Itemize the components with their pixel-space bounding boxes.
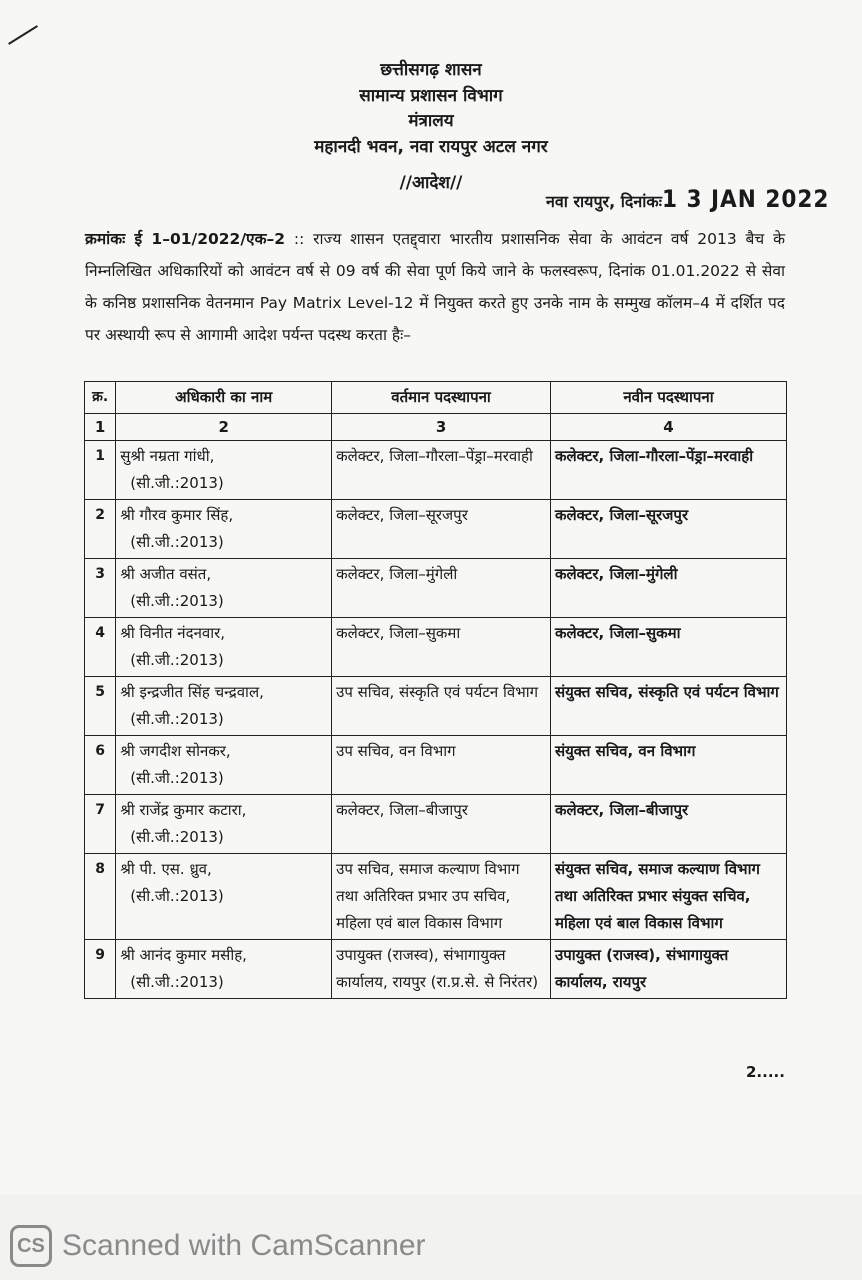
- order-paragraph: [85, 223, 785, 351]
- officer-cadre: (सी.जी.:2013): [130, 474, 224, 492]
- officer-name: श्री पी. एस. ध्रुव,: [120, 860, 212, 878]
- posting-table: [84, 381, 787, 999]
- date-stamp: 1 3 JAN 2022: [661, 185, 830, 213]
- new-posting: संयुक्त सचिव, वन विभाग: [550, 736, 786, 795]
- pen-mark: [8, 25, 38, 45]
- serial-no: 5: [85, 677, 116, 736]
- new-posting: उपायुक्त (राजस्व), संभागायुक्त कार्यालय, रायपुर: [550, 940, 786, 999]
- current-posting: उप सचिव, संस्कृति एवं पर्यटन विभाग: [332, 677, 551, 736]
- table-header-row: [85, 382, 787, 414]
- current-posting: कलेक्टर, जिला–बीजापुर: [332, 795, 551, 854]
- office-address: महानदी भवन, नवा रायपुर अटल नगर: [314, 137, 548, 157]
- current-posting: कलेक्टर, जिला–सुकमा: [332, 618, 551, 677]
- order-title: //आदेश//: [399, 173, 463, 193]
- officer-cell: [116, 677, 332, 736]
- serial-no: 8: [85, 854, 116, 940]
- officer-name: श्री विनीत नंदनवार,: [120, 624, 226, 642]
- serial-no: 2: [85, 500, 116, 559]
- scanner-watermark: [10, 1222, 426, 1270]
- watermark-text: Scanned with CamScanner: [62, 1229, 426, 1262]
- serial-no: 3: [85, 559, 116, 618]
- officer-cell: [116, 441, 332, 500]
- officer-name: श्री जगदीश सोनकर,: [120, 742, 231, 760]
- header-current-posting: वर्तमान पदस्थापना: [332, 382, 551, 414]
- new-posting: कलेक्टर, जिला–गौरला–पेंड्रा–मरवाही: [550, 441, 786, 500]
- officer-cell: [116, 618, 332, 677]
- new-posting: संयुक्त सचिव, समाज कल्याण विभाग तथा अतिरिक्त प्रभार संयुक्त सचिव, महिला एवं बाल विकास विभाग: [550, 854, 786, 940]
- officer-cadre: (सी.जी.:2013): [130, 533, 224, 551]
- current-posting: उप सचिव, वन विभाग: [332, 736, 551, 795]
- header-officer-name: अधिकारी का नाम: [116, 382, 332, 414]
- officer-cadre: (सी.जी.:2013): [130, 710, 224, 728]
- current-posting: उपायुक्त (राजस्व), संभागायुक्त कार्यालय, रायपुर (रा.प्र.से. से निरंतर): [332, 940, 551, 999]
- officer-cadre: (सी.जी.:2013): [130, 592, 224, 610]
- table-row: [85, 854, 787, 940]
- place-date: [546, 185, 829, 213]
- camscanner-logo-icon: CS: [10, 1225, 52, 1267]
- order-number: क्रमांकः ई 1–01/2022/एक–2: [85, 230, 286, 248]
- officer-name: श्री अजीत वसंत,: [120, 565, 212, 583]
- col-number: 1: [85, 414, 116, 441]
- officer-name: श्री इन्द्रजीत सिंह चन्द्रवाल,: [120, 683, 264, 701]
- officer-cadre: (सी.जी.:2013): [130, 769, 224, 787]
- serial-no: 7: [85, 795, 116, 854]
- new-posting: संयुक्त सचिव, संस्कृति एवं पर्यटन विभाग: [550, 677, 786, 736]
- table-row: [85, 940, 787, 999]
- new-posting: कलेक्टर, जिला–सुकमा: [550, 618, 786, 677]
- department-name: सामान्य प्रशासन विभाग: [359, 86, 503, 106]
- officer-name: श्री आनंद कुमार मसीह,: [120, 946, 247, 964]
- table-row: [85, 618, 787, 677]
- current-posting: कलेक्टर, जिला–गौरला–पेंड्रा–मरवाही: [332, 441, 551, 500]
- col-number: 3: [332, 414, 551, 441]
- officer-name: श्री राजेंद्र कुमार कटारा,: [120, 801, 247, 819]
- serial-no: 6: [85, 736, 116, 795]
- place-date-label: नवा रायपुर, दिनांकः: [546, 192, 662, 211]
- officer-cell: [116, 854, 332, 940]
- serial-no: 9: [85, 940, 116, 999]
- officer-cadre: (सी.जी.:2013): [130, 887, 224, 905]
- col-number: 2: [116, 414, 332, 441]
- table-row: [85, 795, 787, 854]
- officer-cell: [116, 795, 332, 854]
- officer-cadre: (सी.जी.:2013): [130, 828, 224, 846]
- new-posting: कलेक्टर, जिला–बीजापुर: [550, 795, 786, 854]
- officer-name: सुश्री नम्रता गांधी,: [120, 447, 215, 465]
- officer-cell: [116, 736, 332, 795]
- page-number: 2.....: [746, 1063, 785, 1081]
- table-row: [85, 677, 787, 736]
- header-new-posting: नवीन पदस्थापना: [550, 382, 786, 414]
- ministry-label: मंत्रालय: [408, 111, 454, 131]
- current-posting: कलेक्टर, जिला–सूरजपुर: [332, 500, 551, 559]
- current-posting: कलेक्टर, जिला–मुंगेली: [332, 559, 551, 618]
- new-posting: कलेक्टर, जिला–सूरजपुर: [550, 500, 786, 559]
- govt-name: छत्तीसगढ़ शासन: [380, 60, 482, 80]
- officer-cadre: (सी.जी.:2013): [130, 651, 224, 669]
- header-serial: क्र.: [85, 382, 116, 414]
- officer-cell: [116, 940, 332, 999]
- order-text: :: राज्य शासन एतद्द्वारा भारतीय प्रशासनिक सेवा के आवंटन वर्ष 2013 बैच के निम्नलिखित अधिकारियों को आवंटन वर्ष से 09 वर्ष की सेवा पूर्ण किये जाने के फलस्वरूप, दिनांक 01.01.2022 से सेवा के कनिष्ठ प्रशासनिक वेतनमान Pay Matrix Level-12 में नियुक्त करते हुए उनके नाम के सम्मुख कॉलम–4 में दर्शित पद पर अस्थायी रूप से आगामी आदेश पर्यन्त पदस्थ करता हैः–: [85, 230, 785, 344]
- serial-no: 4: [85, 618, 116, 677]
- column-number-row: [85, 414, 787, 441]
- new-posting: कलेक्टर, जिला–मुंगेली: [550, 559, 786, 618]
- table-row: [85, 441, 787, 500]
- table-row: [85, 559, 787, 618]
- col-number: 4: [550, 414, 786, 441]
- officer-name: श्री गौरव कुमार सिंह,: [120, 506, 234, 524]
- table-row: [85, 736, 787, 795]
- officer-cell: [116, 559, 332, 618]
- serial-no: 1: [85, 441, 116, 500]
- officer-cadre: (सी.जी.:2013): [130, 973, 224, 991]
- table-row: [85, 500, 787, 559]
- current-posting: उप सचिव, समाज कल्याण विभाग तथा अतिरिक्त प्रभार उप सचिव, महिला एवं बाल विकास विभाग: [332, 854, 551, 940]
- officer-cell: [116, 500, 332, 559]
